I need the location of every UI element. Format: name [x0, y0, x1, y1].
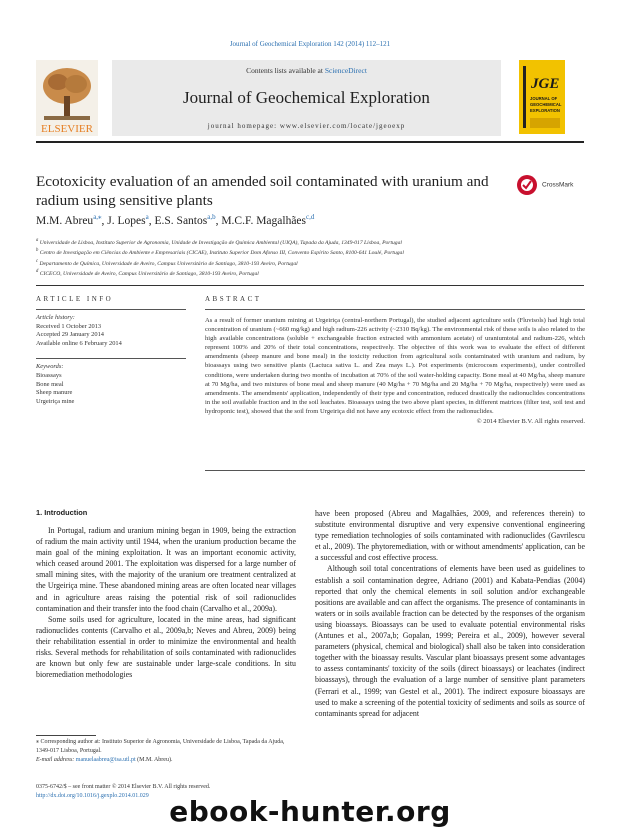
- keywords-rule: [36, 358, 186, 359]
- affiliation-item: $^c$ Departamento de Química, Universidade de Aveiro, Campus Universitário de Santiago, 3810-193 Aveiro, Portugal: [36, 258, 298, 267]
- email-link[interactable]: manuelaabreu@isa.utl.pt: [75, 757, 136, 763]
- contents-prefix: Contents lists available at: [246, 66, 325, 75]
- article-history: [36, 314, 186, 348]
- author-affil-sup[interactable]: a,⁎: [93, 213, 102, 221]
- keyword-item: Bioassays: [36, 371, 62, 379]
- footnote-divider: [36, 735, 96, 736]
- affiliation-item: $^b$ Centro de Investigação em Ciências do Ambiente e Empresariais (CICAE), Instituto Superior Dom Afonso III, Convento Espírito Santo, 8100-641 Loulé, Portugal: [36, 248, 404, 257]
- journal-cover-thumbnail: [519, 60, 565, 134]
- journal-name: Journal of Geochemical Exploration: [183, 88, 430, 107]
- issn-line: 0375-6742/$ – see front matter © 2014 Elsevier B.V. All rights reserved.: [36, 784, 211, 790]
- abstract-text: As a result of former uranium mining at Urgeiriça (central-northern Portugal), the studied adjacent agriculture soils (Fluvisols) had high total concentration of uranium (~660 mg/kg) and high radium-226 activity (~2310 Bq/kg). The environmental risk of these soils is also related to the high available concentrations (soluble + exchangeable fraction extracted with ammonium acetate) of uraniumtotal and radium-226, which represent 100% and 20% of their total concentrations, respectively. The objective of this work was to evaluate the effect of different amendments (sheep manure and bone meal) in the toxicity reduction from agricultural soils contaminated with uranium and radium, by bioassays using two sensitive plants (Lactuca sativa L. and Zea mays L.). Pot experiments (microcosm experiments), under controlled conditions, were undertaken during two months of incubation at 70% of the soil water-holding capacity. Bone meal at 40 Mg/ha, sheep manure at 70 Mg/ha, and two mixtures of bone meal and sheep manure (40 Mg/ha + 70 Mg/ha and 20 Mg/ha + 70 Mg/ha, respectively) were used as amendments. The amendments' application, independently of their type and concentration, reduced drastically the radionuclides concentrations in the soil available fraction and in the soil leachates. Bioassays using the two above plant species, in different matrices (filter test, soil test and hydroponic test), showed that the soil from Urgeiriça did not have any ecotoxic effect from the radionuclides.: [205, 317, 585, 415]
- affiliation-list: [36, 237, 596, 279]
- crossmark-button[interactable]: [516, 174, 586, 196]
- cover-title-2: GEOCHEMICAL: [530, 102, 562, 107]
- author-name[interactable]: M.M. Abreu: [36, 214, 94, 227]
- history-label: Article history:: [36, 314, 75, 321]
- author-list: M.M. Abreu$^{a,⁎}$, J. Lopes$^a$, E.S. Santos$^{a,b}$, M.C.F. Magalhães$^{c,d}$: [36, 213, 315, 227]
- affiliation-item: $^d$ CICECO, Universidade de Aveiro, Campus Universitário de Santiago, 3810-193 Aveiro, Portugal: [36, 269, 259, 278]
- cover-letters: JGE: [531, 76, 560, 92]
- article-info-heading: ARTICLE INFO: [36, 295, 114, 303]
- keyword-item: Sheep manure: [36, 389, 73, 397]
- title-divider: [36, 285, 584, 286]
- homepage-url-link[interactable]: www.elsevier.com/locate/jgeoexp: [279, 122, 406, 130]
- email-label: E-mail address:: [36, 757, 76, 763]
- doi-link[interactable]: http://dx.doi.org/10.1016/j.gexplo.2014.01.029: [36, 793, 149, 799]
- journal-reference-link[interactable]: Journal of Geochemical Exploration 142 (2014) 112–121: [229, 40, 391, 48]
- homepage-line: [112, 122, 501, 130]
- author-name[interactable]: E.S. Santos: [154, 214, 208, 227]
- crossmark-label: CrossMark: [542, 181, 574, 189]
- article-title: Ecotoxicity evaluation of an amended soil contaminated with uranium and radium using sensitive plants: [36, 173, 489, 209]
- keyword-item: Urgeiriça mine: [36, 397, 75, 405]
- body-column-left: [36, 508, 296, 680]
- crossmark-icon: [516, 174, 538, 196]
- history-item: Received 1 October 2013: [36, 322, 102, 330]
- keyword-item: Bone meal: [36, 380, 64, 388]
- author-affil-sup[interactable]: c,d: [306, 213, 315, 221]
- article-info-rule: [36, 309, 186, 310]
- homepage-prefix: journal homepage:: [207, 122, 280, 130]
- elsevier-wordmark: ELSEVIER: [41, 123, 93, 135]
- author-affil-sup[interactable]: a,b: [207, 213, 216, 221]
- corresponding-author-note: ⁎ Corresponding author at: Instituto Superior de Agronomia, Universidade de Lisboa, Tapada da Ajuda, 1349-017 Lisboa, Portugal.: [36, 739, 285, 754]
- keywords-label: Keywords:: [36, 363, 64, 371]
- email-note: [36, 756, 296, 765]
- body-paragraph: Although soil total concentrations of elements have been used as guidelines to establish a soil contamination degree, Adriano (2001) and Kabata-Pendias (2004) reported that only the chemical elements in soil solution and/or exchangeable positions are available and can affect the organisms. The presence of contaminants in waters or in soils available fraction can be detected by the responses of the organism using bioassays. Bioassays can be used to evaluate potential environmental risks (Antunes et al., 2007a,b; Gopalan, 1999; Pereira et al., 2009), however several parameters (physical, chemical and biological) shall also be taken into consideration together with the bioassay results. Vascular plant bioassays present some advantages to assess contaminants' toxicity of the soils (direct bioassays) or leachates (indirect bioassays), through the evaluation of a large number of sensitive plant parameters (Ferrari et al., 1999; van Gestel et al., 2001). The indirect exposure bioassays are used to make a screening of the potential toxicity of sediments and soils as source of contaminants spread for adjacent: [315, 564, 585, 718]
- abstract: [205, 295, 585, 425]
- sciencedirect-link[interactable]: ScienceDirect: [324, 66, 367, 75]
- footnotes: [36, 738, 296, 765]
- cover-title-1: JOURNAL OF: [530, 96, 558, 101]
- body-column-right: [315, 508, 585, 719]
- header-divider: [36, 141, 584, 143]
- history-item: Available online 6 February 2014: [36, 339, 122, 347]
- author-name[interactable]: M.C.F. Magalhães: [221, 214, 307, 227]
- journal-cover-icon: [519, 60, 565, 134]
- email-suffix: (M.M. Abreu).: [135, 757, 173, 763]
- article-info: [36, 295, 186, 406]
- keywords: [36, 363, 186, 406]
- body-paragraph: have been proposed (Abreu and Magalhães, 2009, and references therein) to substitute environmental disruptive and very expensive conventional engineering type remediation technologies of soils contaminated with radionuclides (Gavrilescu et al., 2009). The phytoremediation, with or without amendments' application, can be a successful and cost effective process.: [315, 509, 585, 563]
- author-affil-sup[interactable]: a: [145, 213, 149, 221]
- abstract-heading: ABSTRACT: [205, 295, 262, 303]
- abstract-end-rule: [205, 470, 585, 471]
- affiliation-item: $^a$ Universidade de Lisboa, Instituto Superior de Agronomia, Unidade de Investigação de Química Ambiental (UIQA), Tapada da Ajuda, 1349-017 Lisboa, Portugal: [36, 238, 402, 246]
- watermark: ebook-hunter.org: [169, 795, 451, 828]
- contents-line: [112, 66, 501, 75]
- cover-title-3: EXPLORATION: [530, 108, 560, 113]
- elsevier-tree-logo-icon: [36, 60, 98, 136]
- body-paragraph: In Portugal, radium and uranium mining began in 1909, being the extraction of radium the main activity until 1944, when the uranium production became the main goal of the mining exploitation. It was an important economic activity, which ceased around 2001. The exploitation was dispersed for a large number of small mining sites, with the majority of the uranium ore treatment centralized at the Urgeiriça mine. These abandoned mining areas are often located near villages and in agriculture areas raising the potential risk of soil radionuclides contamination and their transfer into the food chain (Carvalho et al., 2009a).: [36, 526, 296, 613]
- history-item: Accepted 29 January 2014: [36, 331, 104, 339]
- section-title: 1. Introduction: [36, 508, 88, 517]
- author-name[interactable]: J. Lopes: [107, 214, 146, 227]
- body-paragraph: Some soils used for agriculture, located in the mine areas, had significant radionuclides contents (Carvalho et al., 2009a,b; Neves and Abreu, 2009) being their rehabilitation essential in order to minimize the environmental and health risks. Several methods for rehabilitation of soils contaminated with radionuclides are known but only few are sustainable under large-scale conditions. In situ bioremediation methodologies: [36, 614, 296, 680]
- abstract-rule: [205, 309, 585, 310]
- abstract-copyright: © 2014 Elsevier B.V. All rights reserved.: [476, 418, 585, 426]
